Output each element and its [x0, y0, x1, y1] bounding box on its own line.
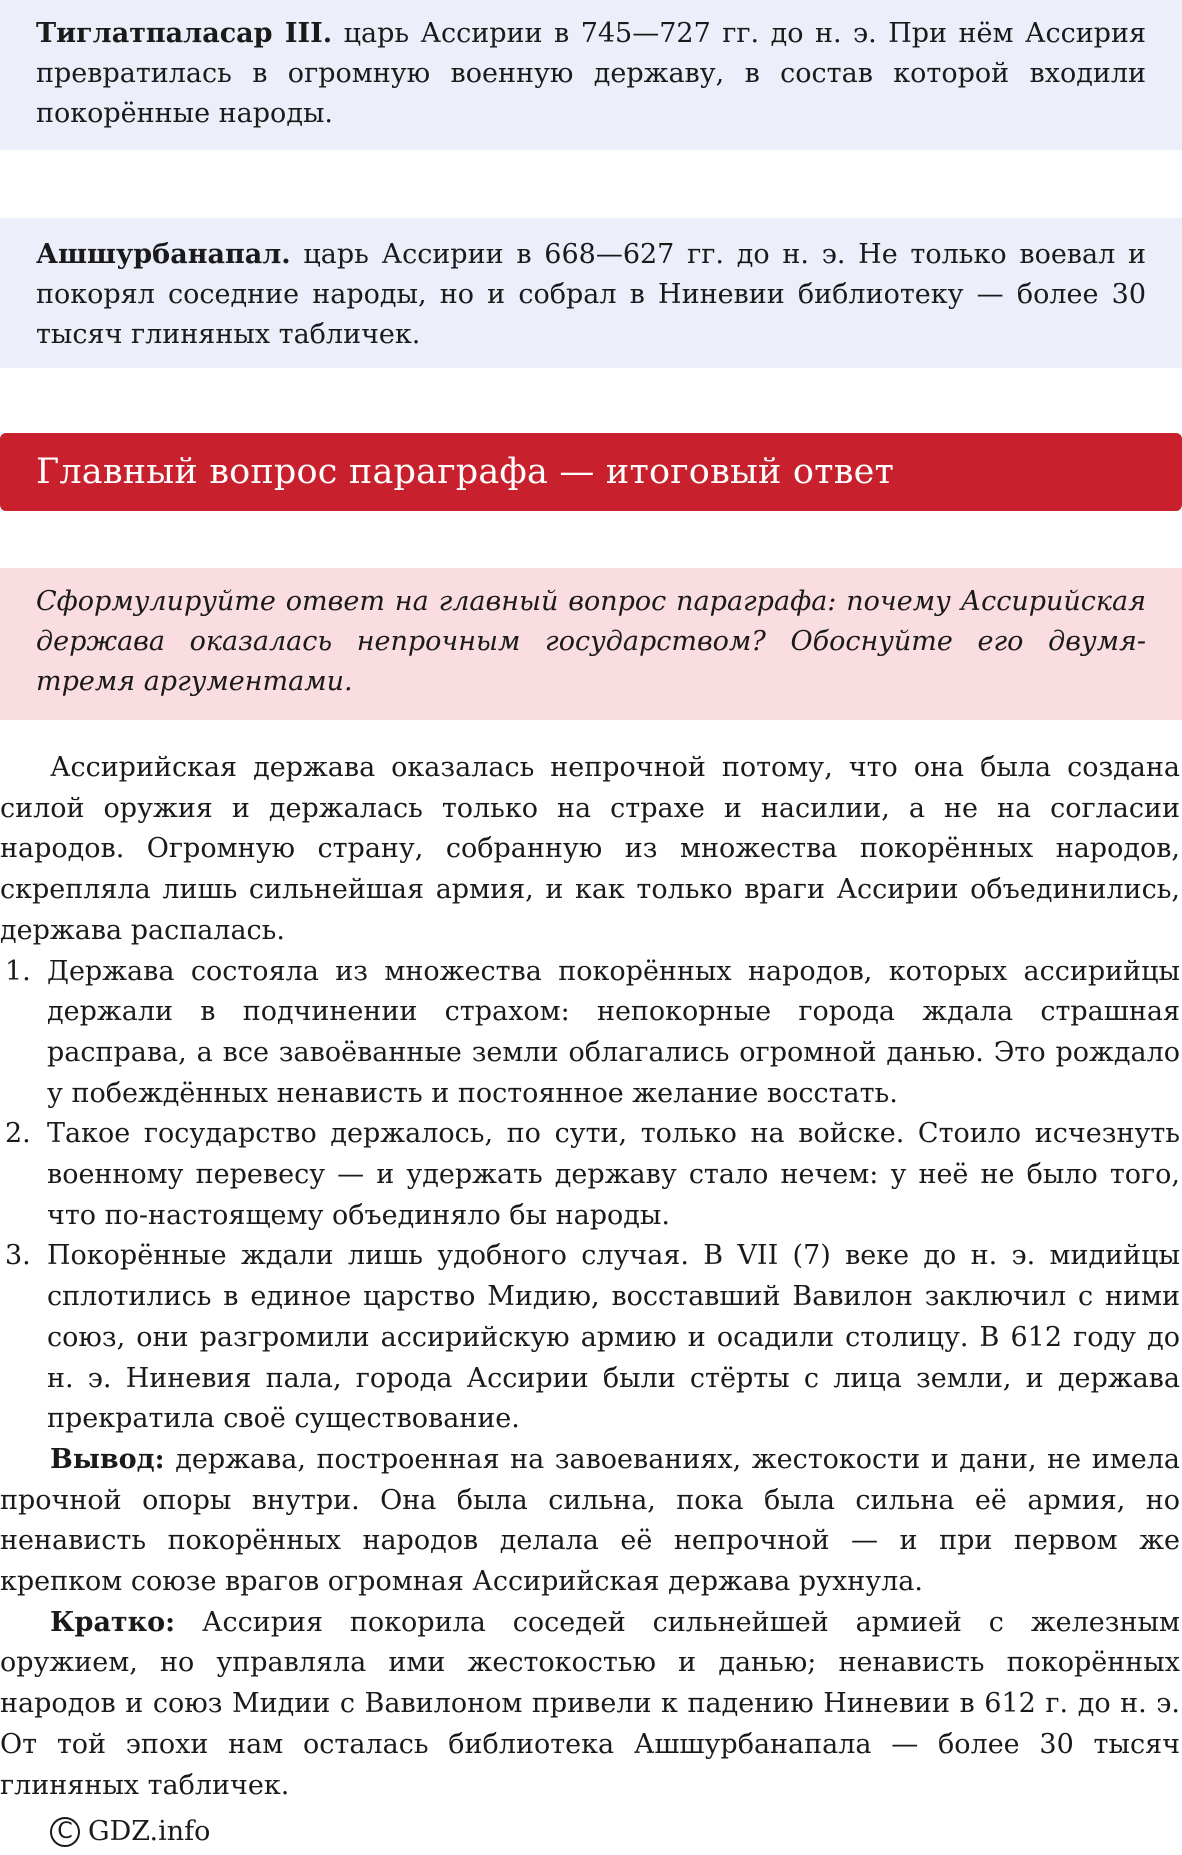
brief-label: Кратко: — [50, 1606, 176, 1638]
conclusion-text: держава, построенная на завоеваниях, жестокости и дани, не имела прочной опоры внутри. Она была сильна, пока была сильна её армия, но ненависть покорённых народов делала её непрочной — и при первом же крепком союзе врагов огромная Ассирийская держава рухнула. — [0, 1443, 1180, 1598]
brief-text: Ассирия покорила соседей сильнейшей армией с железным оружием, но управляла ими жестокостью и данью; ненависть покорённых народов и союз Мидии с Вавилоном привели к падению Ниневии в 612 г. до н. э. От той эпохи нам осталась библиотека Ашшурбанапала — более 30 тысяч глиняных табличек. — [0, 1606, 1180, 1801]
argument-list — [0, 952, 1180, 1440]
footer-text: GDZ.info — [88, 1816, 211, 1847]
brief-summary — [0, 1603, 1180, 1807]
task-text: Сформулируйте ответ на главный вопрос параграфа: почему Ассирийская держава оказалась непрочным государством? Обоснуйте его двумя-тремя аргументами. — [36, 586, 1146, 697]
section-header — [0, 433, 1182, 511]
term-box-ashurbanipal — [0, 218, 1182, 368]
list-item-number: 2. — [5, 1118, 31, 1150]
term-box-tiglathpileser — [0, 0, 1182, 150]
list-item-text: Такое государство держалось, по сути, только на войске. Стоило исчезнуть военному перевесу — и удержать державу стало нечем: у неё не было того, что по-настоящему объединяло бы народы. — [47, 1118, 1180, 1231]
term-definition: царь Ассирии в 745—727 гг. до н. э. При нём Ассирия превратилась в огромную военную державу, в состав которой входили покорённые народы. — [36, 18, 1146, 129]
list-item-text: Держава состояла из множества покорённых народов, которых ассирийцы держали в подчинении страхом: непокорные города ждала страшная расправа, а все завоёванные земли облагались огромной данью. Это рождало у побеждённых ненависть и постоянное желание восстать. — [47, 955, 1180, 1109]
list-item — [0, 1236, 1180, 1440]
list-item-text: Покорённые ждали лишь удобного случая. В VII (7) веке до н. э. мидийцы сплотились в единое царство Мидию, восставший Вавилон заключил с ними союз, они разгромили ассирийскую армию и осадили столицу. В 612 году до н. э. Ниневия пала, города Ассирии были стёрты с лица земли, и держава прекратила своё существование. — [47, 1240, 1180, 1435]
list-item — [0, 952, 1180, 1115]
list-item-number: 1. — [5, 955, 31, 987]
answer-block — [0, 748, 1180, 1806]
term-paragraph — [36, 235, 1146, 355]
conclusion-label: Вывод: — [50, 1443, 165, 1475]
footer — [50, 1812, 210, 1852]
list-item-number: 3. — [5, 1240, 31, 1272]
task-box — [0, 568, 1182, 720]
term-paragraph — [36, 14, 1146, 134]
term-definition: царь Ассирии в 668—627 гг. до н. э. Не только воевал и покорял соседние народы, но и собрал в Ниневии библиотеку — более 30 тысяч глиняных табличек. — [36, 239, 1146, 350]
section-title: Главный вопрос параграфа — итоговый ответ — [36, 452, 895, 492]
list-item — [0, 1114, 1180, 1236]
term-name: Тиглатпаласар III. — [36, 18, 333, 49]
term-name: Ашшурбанапал. — [36, 239, 291, 270]
copyright-icon: C — [50, 1817, 80, 1847]
conclusion — [0, 1440, 1180, 1603]
answer-intro: Ассирийская держава оказалась непрочной потому, что она была создана силой оружия и держалась только на страхе и насилии, а не на согласии народов. Огромную страну, собранную из множества покорённых народов, скрепляла лишь сильнейшая армия, и как только враги Ассирии объединились, держава распалась. — [0, 752, 1180, 946]
